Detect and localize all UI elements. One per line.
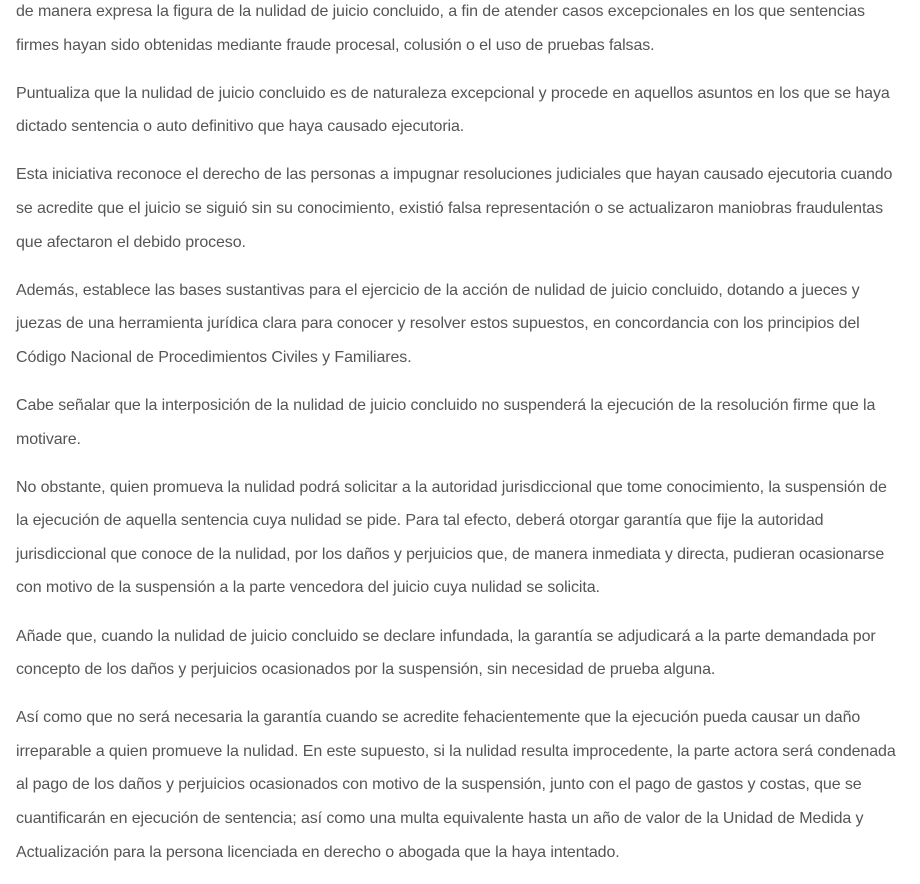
paragraph-2: Puntualiza que la nulidad de juicio concluido es de naturaleza excepcional y procede en aquellos asuntos en los que se haya dictado sentencia o auto definitivo que haya causado ejecutoria. bbox=[16, 84, 890, 136]
paragraph-7: Añade que, cuando la nulidad de juicio concluido se declare infundada, la garantía se adjudicará a la parte demandada por concepto de los daños y perjuicios ocasionados por la suspensión, sin necesidad de prueba alguna. bbox=[16, 627, 876, 679]
article-body bbox=[16, 0, 896, 869]
paragraph-6: No obstante, quien promueva la nulidad podrá solicitar a la autoridad jurisdiccional que tome conocimiento, la suspensión de la ejecución de aquella sentencia cuya nulidad se pide. Para tal efecto, deberá otorgar garantía que fije la autoridad jurisdiccional que conoce de la nulidad, por los daños y perjuicios que, de manera inmediata y directa, pudieran ocasionarse con motivo de la suspensión a la parte vencedora del juicio cuya nulidad se solicita. bbox=[16, 478, 887, 597]
paragraph-8: Así como que no será necesaria la garantía cuando se acredite fehacientemente que la ejecución pueda causar un daño irreparable a quien promueve la nulidad. En este supuesto, si la nulidad resulta improcedente, la parte actora será condenada al pago de los daños y perjuicios ocasionados con motivo de la suspensión, junto con el pago de gastos y costas, que se cuantificarán en ejecución de sentencia; así como una multa equivalente hasta un año de valor de la Unidad de Medida y Actualización para la persona licenciada en derecho o abogada que la haya intentado. bbox=[16, 709, 896, 861]
paragraph-1: de manera expresa la figura de la nulidad de juicio concluido, a fin de atender casos excepcionales en los que sentencias firmes hayan sido obtenidas mediante fraude procesal, colusión o el uso de pruebas falsas. bbox=[16, 3, 865, 54]
paragraph-3: Esta iniciativa reconoce el derecho de las personas a impugnar resoluciones judiciales que hayan causado ejecutoria cuando se acredite que el juicio se siguió sin su conocimiento, existió falsa representación o se actualizaron maniobras fraudulentas que afectaron el debido proceso. bbox=[16, 166, 893, 251]
paragraph-4: Además, establece las bases sustantivas para el ejercicio de la acción de nulidad de juicio concluido, dotando a jueces y juezas de una herramienta jurídica clara para conocer y resolver estos supuestos, en concordancia con los principios del Código Nacional de Procedimientos Civiles y Familiares. bbox=[16, 281, 860, 366]
paragraph-5: Cabe señalar que la interposición de la nulidad de juicio concluido no suspenderá la ejecución de la resolución firme que la motivare. bbox=[16, 396, 876, 448]
